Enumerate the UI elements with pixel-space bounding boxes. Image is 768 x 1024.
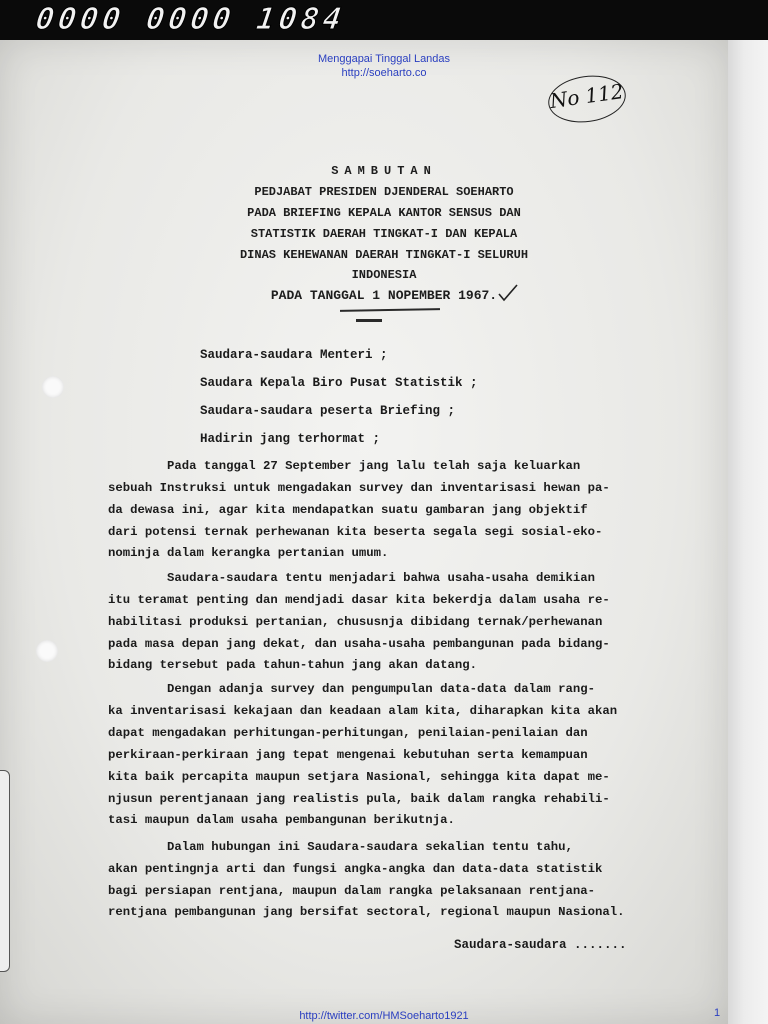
- body-line: rentjana pembangunan jang bersifat sectoral, regional maupun Nasional.: [108, 905, 625, 919]
- heading-title: SAMBUTAN: [331, 164, 437, 178]
- heading-line: DINAS KEHEWANAN DAERAH TINGKAT-I SELURUH: [239, 248, 529, 262]
- heading-line: STATISTIK DAERAH TINGKAT-I DAN KEPALA: [250, 227, 518, 241]
- body-line: akan pentingnja arti dan fungsi angka-angka dan data-data statistik: [108, 862, 603, 876]
- body-line: ka inventarisasi kekajaan dan keadaan alam kita, diharapkan kita akan: [108, 704, 618, 718]
- stamp-text: No 112: [548, 78, 625, 114]
- body-line: itu teramat penting dan mendjadi dasar kita bekerdja dalam usaha re-: [108, 593, 610, 607]
- body-line: kita baik percapita maupun setjara Nasional, sehingga kita dapat me-: [108, 770, 610, 784]
- heading-line: PADA BRIEFING KEPALA KANTOR SENSUS DAN: [247, 206, 521, 220]
- body-line: da dewasa ini, agar kita mendapatkan suatu gambaran jang objektif: [108, 503, 588, 517]
- body-line: perkiraan-perkiraan jang tepat mengenai kebutuhan serta kemampuan: [108, 748, 588, 762]
- heading-line: INDONESIA: [351, 268, 417, 282]
- body-line: sebuah Instruksi untuk mengadakan survey dan inventarisasi hewan pa-: [108, 481, 610, 495]
- body-line: Saudara-saudara tentu menjadari bahwa usaha-usaha demikian: [108, 571, 596, 585]
- salutation-line: Saudara-saudara Menteri ;: [200, 348, 388, 362]
- body-line: Dalam hubungan ini Saudara-saudara sekalian tentu tahu,: [108, 840, 573, 854]
- body-line: njusun perentjanaan jang realistis pula, baik dalam rangka rehabili-: [108, 792, 610, 806]
- page-number: 1: [714, 1007, 721, 1019]
- body-line: dapat mengadakan perhitungan-perhitungan, penilaian-penilaian dan: [108, 726, 588, 740]
- salutation-line: Saudara Kepala Biro Pusat Statistik ;: [200, 376, 478, 390]
- body-line: habilitasi produksi pertanian, chususnja dibidang ternak/perhewanan: [108, 615, 603, 629]
- heading-date: PADA TANGGAL 1 NOPEMBER 1967.: [270, 288, 498, 303]
- heading-line: PEDJABAT PRESIDEN DJENDERAL SOEHARTO: [254, 185, 514, 199]
- microfilm-header: [0, 0, 768, 40]
- site-url[interactable]: http://soeharto.co: [341, 67, 427, 79]
- footer-url[interactable]: http://twitter.com/HMSoeharto1921: [299, 1010, 469, 1022]
- punch-hole-bottom: [36, 640, 58, 662]
- salutation-line: Hadirin jang terhormat ;: [200, 432, 381, 446]
- body-line: bidang tersebut pada tahun-tahun jang akan datang.: [108, 658, 477, 672]
- site-title: Menggapai Tinggal Landas: [317, 53, 451, 65]
- checkmark-icon: [498, 284, 518, 302]
- body-line: Dengan adanja survey dan pengumpulan data-data dalam rang-: [108, 682, 596, 696]
- heading-dash: [356, 319, 382, 322]
- body-line: nominja dalam kerangka pertanian umum.: [108, 546, 389, 560]
- binder-tab: [0, 770, 10, 972]
- body-line: tasi maupun dalam usaha pembangunan berikutnja.: [108, 813, 455, 827]
- body-line: bagi persiapan rentjana, maupun dalam rangka pelaksanaan rentjana-: [108, 884, 596, 898]
- body-line: pada masa depan jang dekat, dan usaha-usaha pembangunan pada bidang-: [108, 637, 610, 651]
- salutation-line: Saudara-saudara peserta Briefing ;: [200, 404, 456, 418]
- film-frame-number: 0000 0000 1084: [33, 2, 348, 37]
- body-line: Pada tanggal 27 September jang lalu telah saja keluarkan: [108, 459, 581, 473]
- body-line: dari potensi ternak perhewanan kita beserta segala segi sosial-eko-: [108, 525, 603, 539]
- closing-line: Saudara-saudara .......: [454, 938, 627, 952]
- punch-hole-top: [42, 376, 64, 398]
